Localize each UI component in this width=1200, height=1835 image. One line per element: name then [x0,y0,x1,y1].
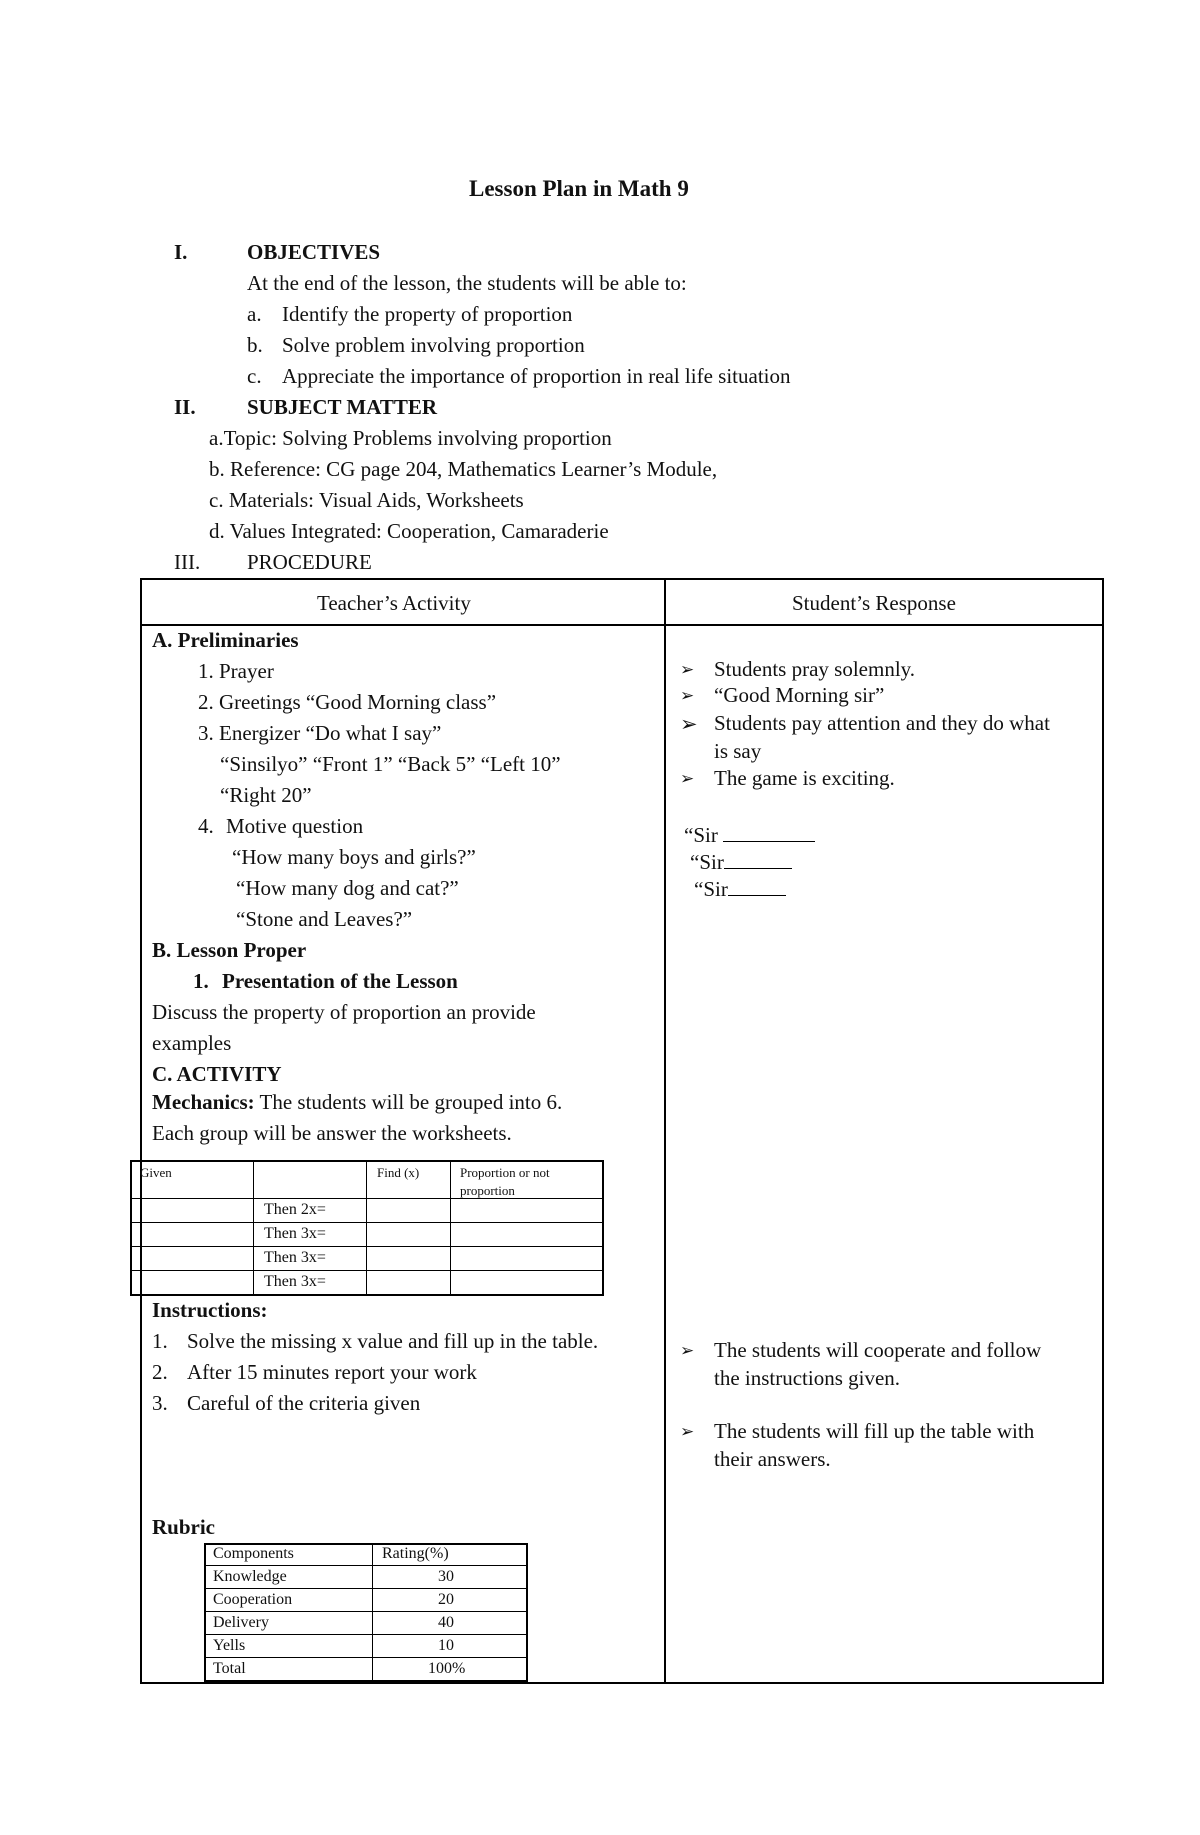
greetings: 2. Greetings “Good Morning class” [198,690,497,714]
mechanics-text: The students will be grouped into 6. [254,1090,563,1114]
objective-letter-c: c. [247,364,262,388]
mechanics-line-2: Each group will be answer the worksheets. [152,1121,512,1145]
subject-topic: a.Topic: Solving Problems involving proportion [209,426,612,450]
arrow-bullet-icon: ➢ [680,712,698,736]
rubric-component: Cooperation [213,1591,293,1608]
response-sir-2 [690,850,792,875]
energizer-commands-2: “Right 20” [220,783,312,807]
response-greeting: “Good Morning sir” [714,683,885,707]
instruction-3: Careful of the criteria given [187,1391,421,1415]
energizer: 3. Energizer “Do what I say” [198,721,442,745]
response-sir-1 [684,823,815,848]
rubric-heading: Rubric [152,1515,215,1539]
sir-label: “Sir [684,823,718,847]
response-attention-2: is say [714,739,762,763]
response-fill-table: The students will fill up the table with [714,1419,1035,1443]
subject-reference: b. Reference: CG page 204, Mathematics Learner’s Module, [209,457,718,481]
rubric-rating: 40 [438,1614,454,1631]
motive-q2: “How many dog and cat?” [236,876,459,900]
motive-q3: “Stone and Leaves?” [236,907,413,931]
arrow-bullet-icon: ➢ [680,769,695,789]
arrow-bullet-icon: ➢ [680,1422,695,1442]
instruction-number-2: 2. [152,1360,168,1384]
page-title: Lesson Plan in Math 9 [469,176,689,201]
worksheet-row: Then 2x= [264,1201,326,1218]
lesson-proper-heading: B. Lesson Proper [152,938,307,962]
response-attention: Students pay attention and they do what [714,711,1050,735]
answer-blank [723,827,815,842]
col-header-teacher: Teacher’s Activity [317,591,471,615]
discuss-line-2: examples [152,1031,232,1055]
presentation-heading: Presentation of the Lesson [222,969,458,993]
arrow-bullet-icon: ➢ [680,686,695,706]
arrow-bullet-icon: ➢ [680,1341,695,1361]
subject-values: d. Values Integrated: Cooperation, Camaraderie [209,519,609,543]
response-sir-3 [694,877,786,902]
procedure-numeral: III. [174,550,201,574]
worksheet-header-given: Given [140,1165,172,1180]
presentation-number: 1. [193,969,209,993]
rubric-component: Yells [213,1637,246,1654]
motive-number: 4. [198,814,214,838]
discuss-line-1: Discuss the property of proportion an provide [152,1000,536,1024]
objectives-numeral: I. [174,240,188,264]
objective-c: Appreciate the importance of proportion in real life situation [282,364,791,388]
activity-heading: C. ACTIVITY [152,1062,282,1086]
worksheet-row: Then 3x= [264,1249,326,1266]
rubric-rating: 20 [438,1591,454,1608]
rubric-rating: 30 [438,1568,454,1585]
worksheet-header-find: Find (x) [377,1165,420,1180]
rubric-component: Delivery [213,1614,269,1631]
motive-q1: “How many boys and girls?” [232,845,476,869]
subject-matter-heading: SUBJECT MATTER [247,395,438,419]
mechanics-label: Mechanics: [152,1090,255,1114]
instruction-number-1: 1. [152,1329,168,1353]
objective-b: Solve problem involving proportion [282,333,585,357]
preliminaries-heading: A. Preliminaries [152,628,299,652]
objectives-heading: OBJECTIVES [247,240,381,264]
rubric-header-components: Components [213,1545,294,1562]
objective-a: Identify the property of proportion [282,302,573,326]
motive-question: Motive question [226,814,364,838]
instruction-2: After 15 minutes report your work [187,1360,477,1384]
answer-blank [728,881,786,896]
rubric-component: Total [213,1660,246,1677]
answer-blank [724,854,792,869]
instruction-number-3: 3. [152,1391,168,1415]
objectives-intro: At the end of the lesson, the students will be able to: [247,271,687,295]
response-cooperate-2: the instructions given. [714,1366,901,1390]
rubric-component: Knowledge [213,1568,287,1585]
subject-materials: c. Materials: Visual Aids, Worksheets [209,488,524,512]
mechanics-line-1 [152,1090,562,1115]
sir-label: “Sir [690,850,724,874]
response-exciting: The game is exciting. [714,766,895,790]
prayer: 1. Prayer [198,659,274,683]
procedure-heading: PROCEDURE [247,550,372,574]
instructions-heading: Instructions: [152,1298,268,1322]
objective-letter-a: a. [247,302,262,326]
objective-letter-b: b. [247,333,263,357]
instruction-1: Solve the missing x value and fill up in the table. [187,1329,599,1353]
arrow-bullet-icon: ➢ [680,660,695,680]
sir-label: “Sir [694,877,728,901]
worksheet-row: Then 3x= [264,1225,326,1242]
worksheet-header-proportion: Proportion or not [460,1165,550,1180]
response-pray: Students pray solemnly. [714,657,916,681]
worksheet-header-proportion-2: proportion [460,1183,515,1198]
rubric-rating: 100% [428,1660,466,1677]
subject-matter-numeral: II. [174,395,196,419]
rubric-rating: 10 [438,1637,454,1654]
response-cooperate: The students will cooperate and follow [714,1338,1042,1362]
col-header-student: Student’s Response [792,591,956,615]
energizer-commands: “Sinsilyo” “Front 1” “Back 5” “Left 10” [220,752,561,776]
response-fill-table-2: their answers. [714,1447,831,1471]
worksheet-row: Then 3x= [264,1273,326,1290]
rubric-header-rating: Rating(%) [382,1545,449,1562]
